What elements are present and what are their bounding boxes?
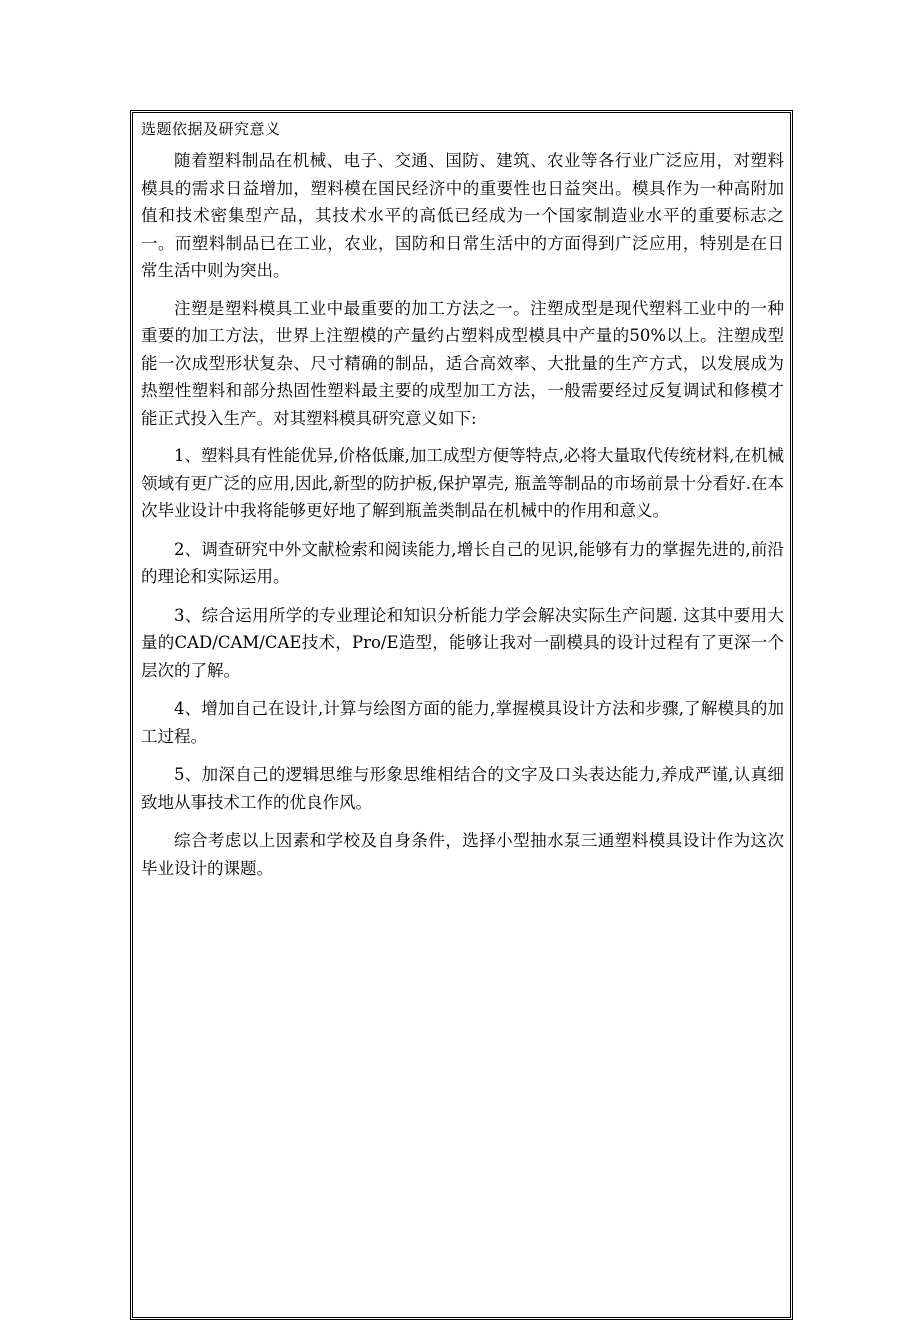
paragraph-point-4: 4、增加自己在设计,计算与绘图方面的能力,掌握模具设计方法和步骤,了解模具的加工过程。 — [141, 699, 784, 746]
paragraph-point-2: 2、调查研究中外文献检索和阅读能力,增长自己的见识,能够有力的掌握先进的,前沿的理论和实际运用。 — [141, 539, 784, 586]
paragraph-point-3: 3、综合运用所学的专业理论和知识分析能力学会解决实际生产问题. 这其中要用大量的CAD/CAM/CAE技术，Pro/E造型，能够让我对一副模具的设计过程有了更深一个层次的了解。 — [141, 605, 784, 680]
paragraph-point-1: 1、塑料具有性能优异,价格低廉,加工成型方便等特点,必将大量取代传统材料,在机械领域有更广泛的应用,因此,新型的防护板,保护罩壳, 瓶盖等制品的市场前景十分看好.在本次毕业设计中我将能够更好地了解到瓶盖类制品在机械中的作用和意义。 — [141, 446, 784, 520]
section-content — [141, 115, 784, 893]
paragraph-injection-molding: 注塑是塑料模具工业中最重要的加工方法之一。注塑成型是现代塑料工业中的一种重要的加工方法，世界上注塑模的产量约占塑料成型模具中产量的50%以上。注塑成型能一次成型形状复杂、尺寸精确的制品，适合高效率、大批量的生产方式，以发展成为热塑性塑料和部分热固性塑料最主要的成型加工方法，一般需要经过反复调试和修模才能正式投入生产。对其塑料模具研究意义如下: — [141, 298, 784, 428]
paragraph-conclusion: 综合考虑以上因素和学校及自身条件，选择小型抽水泵三通塑料模具设计作为这次毕业设计的课题。 — [141, 831, 784, 878]
paragraph-point-5: 5、加深自己的逻辑思维与形象思维相结合的文字及口头表达能力,养成严谨,认真细致地从事技术工作的优良作风。 — [141, 765, 784, 812]
paragraph-intro: 随着塑料制品在机械、电子、交通、国防、建筑、农业等各行业广泛应用，对塑料模具的需求日益增加，塑料模在国民经济中的重要性也日益突出。模具作为一种高附加值和技术密集型产品，其技术水平的高低已经成为一个国家制造业水平的重要标志之一。而塑料制品已在工业，农业，国防和日常生活中的方面得到广泛应用，特别是在日常生活中则为突出。 — [141, 151, 784, 280]
form-table-frame — [130, 110, 793, 1320]
section-title: 选题依据及研究意义 — [141, 120, 281, 138]
